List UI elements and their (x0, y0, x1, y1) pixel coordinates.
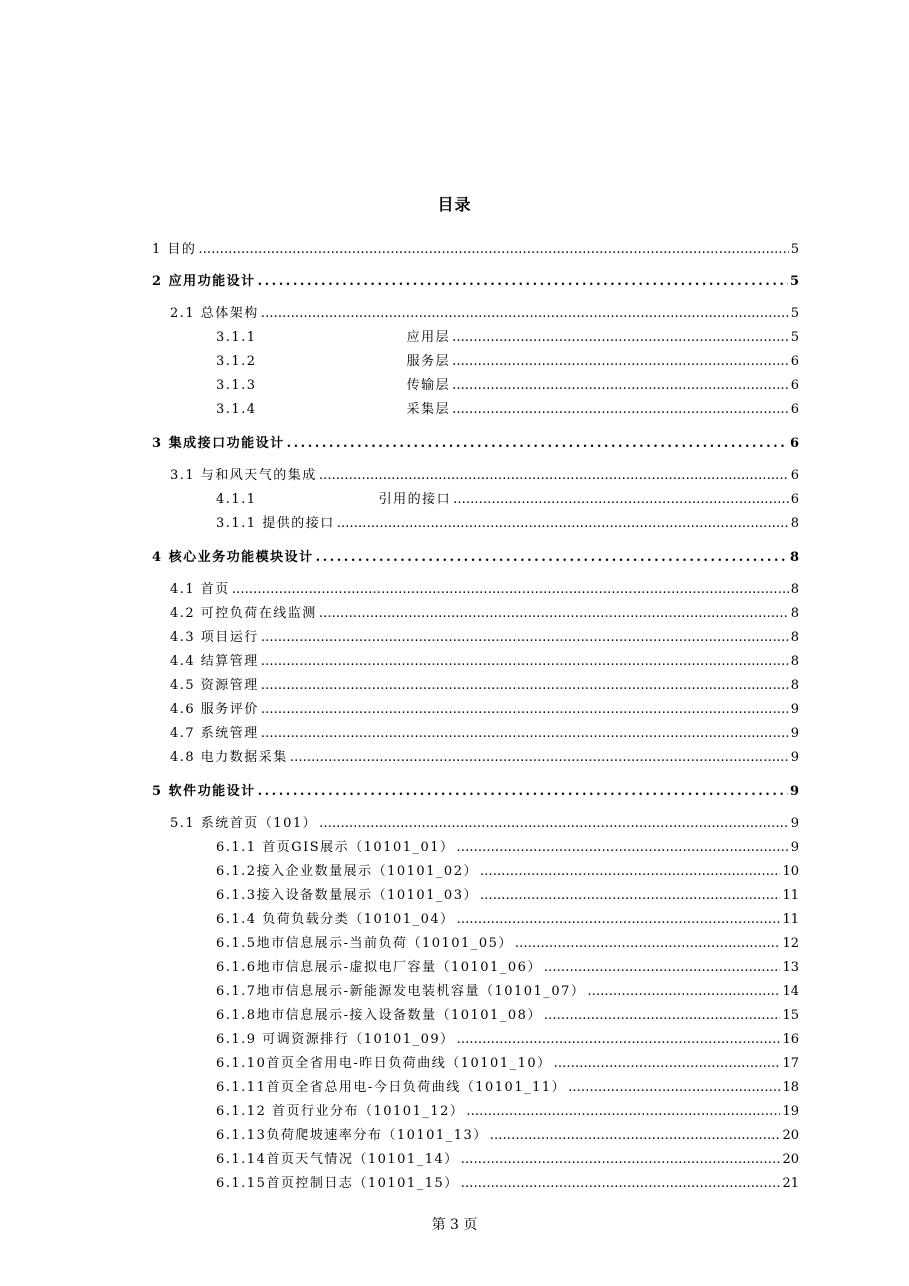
toc-entry-label: 6.1.10首页全省用电-昨日负荷曲线（10101_10） (216, 1056, 552, 1071)
toc-entry-line (170, 652, 799, 672)
toc-title: 目录 (437, 195, 472, 214)
toc-entry-label: 6.1.5地市信息展示-当前负荷（10101_05） (216, 936, 513, 951)
toc-entry[interactable] (0, 434, 909, 454)
toc-entry-label: 6.1.13负荷爬坡速率分布（10101_13） (216, 1128, 488, 1143)
toc-dot-leader (319, 814, 789, 834)
toc-entry[interactable] (0, 376, 909, 396)
toc-entry[interactable] (0, 982, 909, 1002)
toc-entry[interactable] (0, 910, 909, 930)
toc-page-number: 9 (789, 784, 799, 799)
toc-dot-leader (287, 434, 788, 454)
toc-entry-line (170, 604, 799, 624)
toc-page-number: 13 (782, 960, 799, 975)
toc-entry-line (216, 1126, 799, 1146)
toc-entry[interactable] (0, 628, 909, 648)
toc-dot-leader (452, 328, 789, 348)
toc-entry-title: 引用的接口 (378, 492, 452, 507)
toc-entry-label: 4.2 可控负荷在线监测 (170, 606, 317, 621)
toc-dot-leader (457, 1030, 781, 1050)
toc-entry-label: 6.1.9 可调资源排行（10101_09） (216, 1032, 455, 1047)
toc-entry[interactable] (0, 934, 909, 954)
toc-dot-leader (258, 272, 788, 292)
toc-dot-leader (452, 400, 789, 420)
toc-dot-leader (480, 886, 780, 906)
toc-entry[interactable] (0, 652, 909, 672)
toc-entry-title: 服务层 (406, 354, 451, 369)
toc-entry-title: 采集层 (406, 402, 451, 417)
toc-entry[interactable] (0, 862, 909, 882)
toc-entry-line (170, 724, 799, 744)
toc-entry[interactable] (0, 886, 909, 906)
toc-entry[interactable] (0, 328, 909, 348)
toc-entry-title: 应用层 (406, 330, 451, 345)
toc-dot-leader (452, 352, 789, 372)
toc-entry-label: 4.1 首页 (170, 582, 230, 597)
toc-dot-leader (261, 724, 789, 744)
toc-entry[interactable] (0, 1054, 909, 1074)
toc-entry[interactable] (0, 1078, 909, 1098)
toc-entry[interactable] (0, 814, 909, 834)
toc-entry[interactable] (0, 548, 909, 568)
toc-entry-line (216, 1078, 799, 1098)
toc-entry-line (216, 958, 799, 978)
toc-entry[interactable] (0, 676, 909, 696)
toc-page-number: 16 (782, 1032, 799, 1047)
toc-entry-line (216, 400, 799, 420)
toc-page-number: 8 (790, 678, 799, 693)
toc-page-number: 8 (790, 582, 799, 597)
toc-entry-line (216, 982, 799, 1002)
toc-entry-label: 3.1.1 (216, 330, 257, 345)
toc-page-number: 15 (782, 1008, 799, 1023)
toc-page-number: 11 (782, 888, 799, 903)
toc-entry-label: 3.1.2 (216, 354, 257, 369)
toc-page-number: 8 (789, 550, 799, 565)
toc-entry[interactable] (0, 1006, 909, 1026)
toc-entry[interactable] (0, 748, 909, 768)
toc-dot-leader (457, 910, 781, 930)
toc-entry-label: 4.6 服务评价 (170, 702, 259, 717)
toc-entry-label: 4.7 系统管理 (170, 726, 259, 741)
toc-page-number: 14 (782, 984, 799, 999)
toc-entry-line (152, 434, 799, 454)
toc-entry-line (170, 814, 799, 834)
toc-page-number: 5 (790, 306, 799, 321)
toc-entry-label: 1 目的 (152, 242, 197, 257)
toc-entry-line (216, 514, 799, 534)
toc-entry-line (216, 1102, 799, 1122)
toc-page-number: 6 (790, 354, 799, 369)
toc-entry[interactable] (0, 782, 909, 802)
toc-page-number: 6 (789, 436, 799, 451)
toc-entry-line (216, 1150, 799, 1170)
toc-entry[interactable] (0, 580, 909, 600)
toc-entry[interactable] (0, 1150, 909, 1170)
toc-dot-leader (461, 1150, 781, 1170)
toc-dot-leader (316, 548, 788, 568)
toc-entry-line (216, 862, 799, 882)
toc-entry-line (216, 886, 799, 906)
toc-dot-leader (490, 1126, 781, 1146)
toc-page-number: 19 (782, 1104, 799, 1119)
toc-entry[interactable] (0, 838, 909, 858)
toc-entry-label: 6.1.3接入设备数量展示（10101_03） (216, 888, 478, 903)
toc-entry[interactable] (0, 490, 909, 510)
toc-page-number: 8 (790, 654, 799, 669)
toc-entry[interactable] (0, 514, 909, 534)
toc-entry-label: 6.1.4 负荷负载分类（10101_04） (216, 912, 455, 927)
toc-dot-leader (261, 700, 789, 720)
toc-dot-leader (568, 1078, 780, 1098)
toc-entry-label: 6.1.7地市信息展示-新能源发电装机容量（10101_07） (216, 984, 586, 999)
toc-entry-label: 5 软件功能设计 (152, 784, 256, 799)
toc-page-number: 9 (790, 816, 799, 831)
toc-page-number: 9 (790, 726, 799, 741)
toc-dot-leader (554, 1054, 781, 1074)
toc-page-number: 8 (790, 630, 799, 645)
toc-entry-line (216, 1006, 799, 1026)
toc-page-number: 20 (782, 1152, 799, 1167)
toc-entry-line (170, 676, 799, 696)
toc-entry-line (170, 628, 799, 648)
toc-entry[interactable] (0, 1102, 909, 1122)
toc-entry-label: 4.1.1 (216, 492, 257, 507)
toc-entry-label: 3.1.4 (216, 402, 257, 417)
toc-page-number: 12 (782, 936, 799, 951)
toc-entry-label: 6.1.2接入企业数量展示（10101_02） (216, 864, 478, 879)
toc-dot-leader (544, 958, 781, 978)
toc-page-number: 21 (782, 1176, 799, 1191)
toc-entry-label: 3.1.1 提供的接口 (216, 516, 335, 531)
toc-entry[interactable] (0, 400, 909, 420)
toc-entry[interactable] (0, 304, 909, 324)
toc-entry-line (216, 352, 799, 372)
toc-page-number: 11 (782, 912, 799, 927)
toc-dot-leader (261, 676, 789, 696)
toc-dot-leader (452, 376, 789, 396)
toc-page-number: 6 (790, 492, 799, 507)
toc-entry-label: 4 核心业务功能模块设计 (152, 550, 314, 565)
toc-dot-leader (466, 1102, 780, 1122)
toc-entry-label: 4.3 项目运行 (170, 630, 259, 645)
toc-page-number: 5 (789, 274, 799, 289)
toc-dot-leader (319, 466, 789, 486)
toc-page-number: 9 (790, 840, 799, 855)
toc-dot-leader (258, 782, 788, 802)
toc-dot-leader (587, 982, 780, 1002)
toc-entry-label: 4.4 结算管理 (170, 654, 259, 669)
toc-entry-label: 3.1.3 (216, 378, 257, 393)
toc-dot-leader (198, 240, 788, 260)
toc-entry-line (152, 240, 799, 260)
toc-entry-line (216, 910, 799, 930)
toc-entry-label: 4.5 资源管理 (170, 678, 259, 693)
toc-page-number: 6 (790, 468, 799, 483)
toc-page-number: 18 (782, 1080, 799, 1095)
toc-dot-leader (232, 580, 789, 600)
toc-entry[interactable] (0, 700, 909, 720)
toc-entry-label: 6.1.8地市信息展示-接入设备数量（10101_08） (216, 1008, 542, 1023)
toc-dot-leader (515, 934, 781, 954)
toc-page-number: 10 (782, 864, 799, 879)
toc-entry-label: 6.1.1 首页GIS展示（10101_01） (216, 840, 455, 855)
toc-entry-line (152, 782, 799, 802)
toc-page-number: 6 (790, 402, 799, 417)
toc-entry-label: 6.1.12 首页行业分布（10101_12） (216, 1104, 465, 1119)
toc-entry-line (216, 490, 799, 510)
toc-entry-label: 2 应用功能设计 (152, 274, 256, 289)
toc-entry-line (170, 304, 799, 324)
toc-entry[interactable] (0, 958, 909, 978)
toc-entry-label: 6.1.6地市信息展示-虚拟电厂容量（10101_06） (216, 960, 542, 975)
toc-entry[interactable] (0, 1126, 909, 1146)
toc-dot-leader (261, 652, 789, 672)
toc-page-number: 5 (790, 330, 799, 345)
toc-entry[interactable] (0, 466, 909, 486)
toc-dot-leader (261, 304, 789, 324)
toc-entry-line (152, 272, 799, 292)
page-footer: 第 3 页 (431, 1217, 478, 1233)
toc-entry-line (170, 466, 799, 486)
toc-entry-line (216, 328, 799, 348)
toc-entry-line (216, 1030, 799, 1050)
toc-page-number: 9 (790, 702, 799, 717)
toc-entry[interactable] (0, 272, 909, 292)
toc-page-number: 8 (790, 516, 799, 531)
toc-dot-leader (337, 514, 789, 534)
toc-dot-leader (290, 748, 789, 768)
toc-page-number: 17 (782, 1056, 799, 1071)
toc-entry-line (216, 1174, 799, 1194)
toc-entry-line (152, 548, 799, 568)
toc-entry-line (216, 1054, 799, 1074)
toc-entry-label: 2.1 总体架构 (170, 306, 259, 321)
toc-dot-leader (480, 862, 780, 882)
toc-entry-title: 传输层 (406, 378, 451, 393)
toc-page-number: 5 (790, 242, 799, 257)
toc-dot-leader (261, 628, 789, 648)
toc-page-number: 6 (790, 378, 799, 393)
toc-entry-line (170, 700, 799, 720)
toc-entry-line (170, 580, 799, 600)
toc-entry-label: 6.1.11首页全省总用电-今日负荷曲线（10101_11） (216, 1080, 567, 1095)
toc-entry-label: 3.1 与和风天气的集成 (170, 468, 317, 483)
toc-entry-line (216, 376, 799, 396)
toc-page-number: 9 (790, 750, 799, 765)
toc-page-number: 8 (790, 606, 799, 621)
toc-entry[interactable] (0, 240, 909, 260)
toc-dot-leader (544, 1006, 781, 1026)
toc-entry-line (216, 934, 799, 954)
toc-entry[interactable] (0, 724, 909, 744)
toc-entry[interactable] (0, 352, 909, 372)
toc-dot-leader (319, 604, 789, 624)
toc-entry-line (170, 748, 799, 768)
toc-dot-leader (461, 1174, 781, 1194)
toc-entry-label: 4.8 电力数据采集 (170, 750, 288, 765)
toc-entry[interactable] (0, 604, 909, 624)
toc-entry[interactable] (0, 1174, 909, 1194)
toc-entry-label: 6.1.15首页控制日志（10101_15） (216, 1176, 459, 1191)
toc-entry-label: 6.1.14首页天气情况（10101_14） (216, 1152, 459, 1167)
toc-page-number: 20 (782, 1128, 799, 1143)
toc-dot-leader (453, 490, 789, 510)
toc-dot-leader (457, 838, 789, 858)
toc-entry-label: 5.1 系统首页（101） (170, 816, 318, 831)
toc-entry[interactable] (0, 1030, 909, 1050)
toc-entry-line (216, 838, 799, 858)
toc-entry-label: 3 集成接口功能设计 (152, 436, 285, 451)
